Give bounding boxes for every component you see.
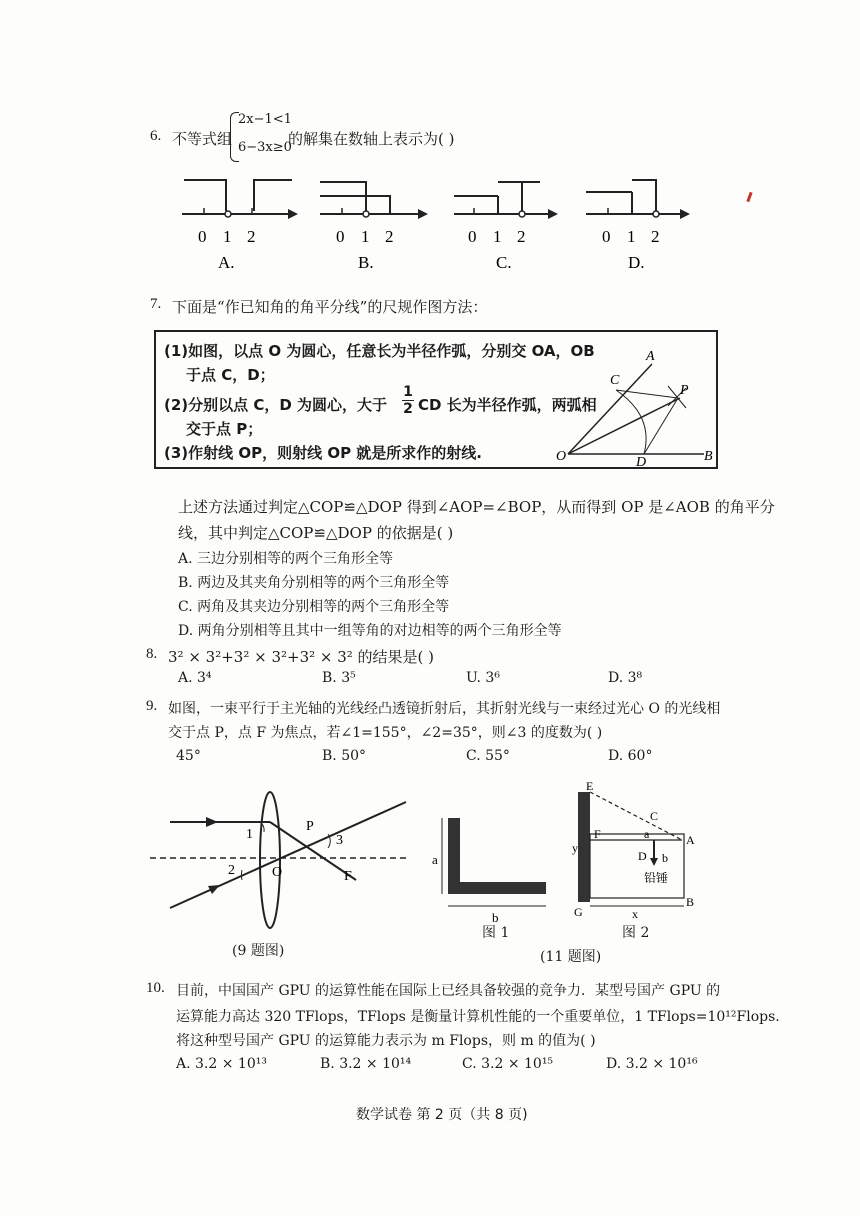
q11-fig2-label-weight: 铅锤: [644, 871, 669, 885]
q9-label-f: F: [344, 869, 352, 884]
q6-b-tick-1: 1: [361, 227, 370, 246]
q7-step1-line1: (1)如图，以点 O 为圆心，任意长为半径作弧，分别交 OA，OB: [164, 342, 595, 360]
page-footer: 数学试卷 第 2 页（共 8 页): [356, 1107, 528, 1123]
q11-fig2-label-y: y: [572, 841, 578, 855]
q7-option-c[interactable]: C. 两角及其夹边分别相等的两个三角形全等: [178, 599, 450, 615]
q10-stem-line1: 目前，中国国产 GPU 的运算性能在国际上已经具备较强的竞争力．某型号国产 GPU 的: [176, 983, 721, 999]
q6-b-tick-0: 0: [336, 227, 345, 246]
q9-label-1: 1: [246, 827, 253, 842]
q6-option-a: A.: [218, 253, 235, 272]
q7-stem: 下面是“作已知角的角平分线”的尺规作图方法：: [172, 298, 488, 316]
q6-c-tick-0: 0: [468, 227, 477, 246]
q8-number: 8.: [146, 646, 158, 662]
q8-option-c[interactable]: U. 3⁶: [466, 670, 500, 686]
q11-fig1-caption: 图 1: [482, 925, 510, 941]
q11-fig2-label-c: C: [650, 809, 659, 823]
q7-label-p: P: [680, 383, 689, 398]
q9-lens-figure: [146, 788, 416, 958]
q6-option-c: C.: [496, 253, 512, 272]
q11-fig2-label-f: F: [594, 827, 601, 841]
q6-d-tick-0: 0: [602, 227, 611, 246]
q6-d-tick-1: 1: [627, 227, 636, 246]
q7-body-line1: 上述方法通过判定△COP≌△DOP 得到∠AOP=∠BOP，从而得到 OP 是∠AOB 的角平分: [178, 498, 775, 516]
q11-fig2-label-g: G: [574, 905, 583, 919]
q10-option-c[interactable]: C. 3.2 × 10¹⁵: [462, 1056, 554, 1072]
q6-d-tick-2: 2: [651, 227, 660, 246]
q7-fraction-numerator: 1: [403, 384, 413, 400]
q7-step3: (3)作射线 OP，则射线 OP 就是所求作的射线.: [164, 444, 483, 462]
q11-fig2-label-b: b: [662, 851, 668, 865]
q7-option-d[interactable]: D. 两角分别相等且其中一组等角的对边相等的两个三角形全等: [178, 623, 562, 639]
q10-stem-line2: 运算能力高达 320 TFlops，TFlops 是衡量计算机性能的一个重要单位，1 TFlops=10¹²Flops.: [176, 1009, 780, 1025]
q9-option-b[interactable]: B. 50°: [322, 748, 367, 764]
q9-label-2: 2: [228, 863, 235, 878]
q11-fig1-label-a: a: [432, 852, 438, 867]
q10-stem-line3: 将这种型号国产 GPU 的运算能力表示为 m Flops，则 m 的值为( ): [176, 1033, 596, 1049]
q6-a-tick-2: 2: [247, 227, 256, 246]
q11-fig1-label-b: b: [492, 910, 499, 925]
q9-label-3: 3: [336, 833, 343, 848]
q6-option-b-figure: [320, 182, 428, 272]
q10-option-d[interactable]: D. 3.2 × 10¹⁶: [606, 1056, 698, 1072]
q6-c-tick-2: 2: [517, 227, 526, 246]
q7-step1-line2: 于点 C，D；: [186, 366, 275, 384]
q6-a-tick-0: 0: [198, 227, 207, 246]
q11-fig2-label-a: a: [644, 827, 650, 841]
q6-stem-prefix: 不等式组: [172, 130, 233, 148]
q11-caption: (11 题图): [540, 949, 602, 965]
q7-fraction: [402, 384, 414, 417]
q9-option-c[interactable]: C. 55°: [466, 748, 510, 764]
q9-option-d[interactable]: D. 60°: [608, 748, 653, 764]
q6-stem-suffix: 的解集在数轴上表示为( ): [288, 130, 455, 148]
q7-label-b: B: [704, 449, 713, 464]
q7-method-box: [154, 330, 718, 469]
q7-step2-line1-suffix: CD 长为半径作弧，两弧相: [418, 396, 597, 414]
q9-label-p: P: [306, 819, 314, 834]
q11-figures: [432, 778, 712, 938]
q6-number-lines: [170, 168, 700, 278]
q6-a-tick-1: 1: [223, 227, 232, 246]
q7-angle-bisector-figure: [554, 336, 714, 470]
q10-number: 10.: [146, 980, 165, 996]
q7-body-line2: 线，其中判定△COP≌△DOP 的依据是( ): [178, 524, 454, 542]
q9-caption: (9 题图): [232, 943, 285, 959]
q7-label-c: C: [610, 373, 620, 388]
q7-label-a: A: [646, 349, 655, 364]
q11-fig2-label-B: B: [686, 895, 695, 909]
q7-option-a[interactable]: A. 三边分别相等的两个三角形全等: [178, 551, 394, 567]
q6-option-d: D.: [628, 253, 645, 272]
q9-label-o: O: [272, 865, 283, 880]
q6-option-a-figure: [182, 180, 298, 272]
q6-inequality-1: 2x−1<1: [238, 112, 292, 127]
q7-step2-line2: 交于点 P；: [186, 420, 263, 438]
q10-option-b[interactable]: B. 3.2 × 10¹⁴: [320, 1056, 412, 1072]
q7-label-o: O: [556, 449, 567, 464]
q8-stem: 3² × 3²+3² × 3²+3² × 3² 的结果是( ): [168, 648, 435, 666]
q8-option-a[interactable]: A. 3⁴: [178, 670, 212, 686]
q8-option-d[interactable]: D. 3⁸: [608, 670, 643, 686]
q11-fig2-label-x: x: [632, 907, 638, 921]
q9-stem-line1: 如图，一束平行于主光轴的光线经凸透镜折射后，其折射光线与一束经过光心 O 的光线相: [168, 701, 721, 717]
q9-option-a[interactable]: 45°: [176, 748, 201, 764]
q6-option-b: B.: [358, 253, 374, 272]
q6-number: 6.: [150, 128, 162, 144]
q6-c-tick-1: 1: [493, 227, 502, 246]
q10-option-a[interactable]: A. 3.2 × 10¹³: [176, 1056, 267, 1072]
q6-option-d-figure: [586, 180, 690, 272]
q7-number: 7.: [150, 296, 162, 312]
q9-number: 9.: [146, 698, 158, 714]
q8-option-b[interactable]: B. 3⁵: [322, 670, 356, 686]
q6-b-tick-2: 2: [385, 227, 394, 246]
q11-fig2-label-A: A: [686, 833, 695, 847]
q7-label-d: D: [636, 455, 647, 470]
q9-stem-line2: 交于点 P，点 F 为焦点，若∠1=155°，∠2=35°，则∠3 的度数为( ): [168, 725, 603, 741]
red-mark: [746, 192, 752, 202]
q11-fig2-label-e: E: [586, 779, 594, 793]
q7-option-b[interactable]: B. 两边及其夹角分别相等的两个三角形全等: [178, 575, 450, 591]
q11-fig2-label-d: D: [638, 849, 647, 863]
q11-fig2-caption: 图 2: [622, 925, 650, 941]
q6-option-c-figure: [454, 182, 558, 272]
q6-inequality-2: 6−3x≥0: [238, 140, 292, 155]
q7-step2-line1-prefix: (2)分别以点 C，D 为圆心，大于: [164, 396, 388, 414]
q7-fraction-denominator: 2: [403, 401, 413, 417]
